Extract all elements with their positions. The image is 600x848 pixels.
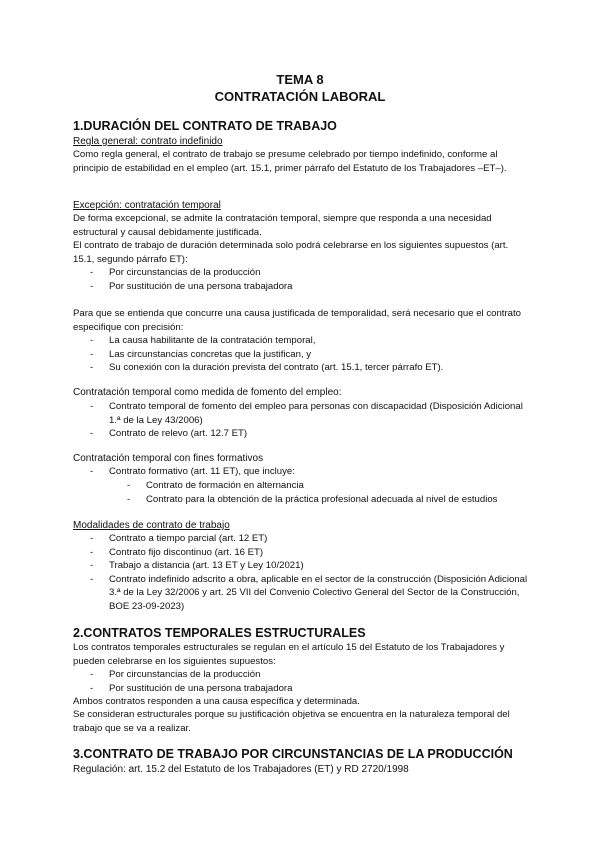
section-1-heading: 1.DURACIÓN DEL CONTRATO DE TRABAJO xyxy=(73,119,337,133)
exception-paragraph-1: De forma excepcional, se admite la contratación temporal, siempre que responda a una necesidad estructural y causal debidamente justificada. xyxy=(73,213,492,238)
list-item: - Contrato a tiempo parcial (art. 12 ET) xyxy=(90,533,268,544)
formativo-list xyxy=(73,465,523,479)
list-item: - Por circunstancias de la producción xyxy=(90,669,261,680)
section-2-heading: 2.CONTRATOS TEMPORALES ESTRUCTURALES xyxy=(73,626,366,640)
section-3-heading: 3.CONTRATO DE TRABAJO POR CIRCUNSTANCIAS DE LA PRODUCCIÓN xyxy=(73,747,513,761)
list-item: - Las circunstancias concretas que la justifican, y xyxy=(90,348,312,360)
fomento-label: Contratación temporal como medida de fomento del empleo: xyxy=(73,387,342,398)
exception-subheading: Excepción: contratación temporal xyxy=(73,200,221,211)
list-item: - Contrato formativo (art. 11 ET), que incluye: xyxy=(90,466,295,477)
list-item: - Contrato de formación en alternancia xyxy=(127,480,304,491)
list-item: - La causa habilitante de la contratación temporal, xyxy=(90,335,316,346)
list-item: - Contrato para la obtención de la práctica profesional adecuada al nivel de estudios xyxy=(127,493,498,505)
document-title-line-1: TEMA 8 xyxy=(276,72,324,87)
formativo-label: Contratación temporal con fines formativos xyxy=(73,453,264,464)
list-item: - Contrato fijo discontinuo (art. 16 ET) xyxy=(90,546,264,558)
section-2-paragraph-2: Ambos contratos responden a una causa específica y determinada. xyxy=(73,696,360,707)
modalidades-list xyxy=(73,532,533,613)
list-item: - Trabajo a distancia (art. 13 ET y Ley 10/2021) xyxy=(90,560,304,571)
cases-list xyxy=(73,266,523,293)
list-item: - Contrato de relevo (art. 12.7 ET) xyxy=(90,428,248,439)
list-item: - Su conexión con la duración prevista del contrato (art. 15.1, tercer párrafo ET). xyxy=(90,362,444,373)
general-rule-paragraph: Como regla general, el contrato de trabajo se presume celebrado por tiempo indefinido, conforme al principio de estabilidad en el empleo (art. 15.1, primer párrafo del Estatuto de los Trabajadores –ET–). xyxy=(73,149,507,174)
list-item: - Contrato temporal de fomento del empleo para personas con discapacidad (Disposición Adicional 1.ª de la Ley 43/2006) xyxy=(90,401,523,426)
justification-list xyxy=(73,334,523,375)
section-3-regulation: Regulación: art. 15.2 del Estatuto de los Trabajadores (ET) y RD 2720/1998 xyxy=(73,764,409,775)
list-item: - Por sustitución de una persona trabajadora xyxy=(90,280,293,292)
list-item: - Contrato indefinido adscrito a obra, aplicable en el sector de la construcción (Disposición Adicional 3.ª de la Ley 32/2006 y art. 25 VII del Convenio Colectivo General del Sector de la Construcción, BOE 23-09-2023) xyxy=(90,573,528,612)
list-item: - Por circunstancias de la producción xyxy=(90,267,261,278)
section-2-paragraph-3: Se consideran estructurales porque su justificación objetiva se encuentra en la naturaleza temporal del trabajo que se va a realizar. xyxy=(73,709,510,734)
fomento-list xyxy=(73,400,533,441)
list-item: - Por sustitución de una persona trabajadora xyxy=(90,682,293,694)
formativo-sublist xyxy=(73,479,533,506)
section-2-list xyxy=(73,668,523,695)
general-rule-subheading: Regla general: contrato indefinido xyxy=(73,136,223,147)
exception-paragraph-2: El contrato de trabajo de duración determinada solo podrá celebrarse en los siguientes supuestos (art. 15.1, segundo párrafo ET): xyxy=(73,240,509,265)
modalidades-subheading: Modalidades de contrato de trabajo xyxy=(73,520,230,531)
section-2-paragraph-1: Los contratos temporales estructurales se regulan en el artículo 15 del Estatuto de los Trabajadores y pueden celebrarse en los siguientes supuestos: xyxy=(73,642,505,667)
justification-paragraph: Para que se entienda que concurre una causa justificada de temporalidad, será necesario que el contrato especifique con precisión: xyxy=(73,308,521,333)
document-title-line-2: CONTRATACIÓN LABORAL xyxy=(214,89,386,104)
